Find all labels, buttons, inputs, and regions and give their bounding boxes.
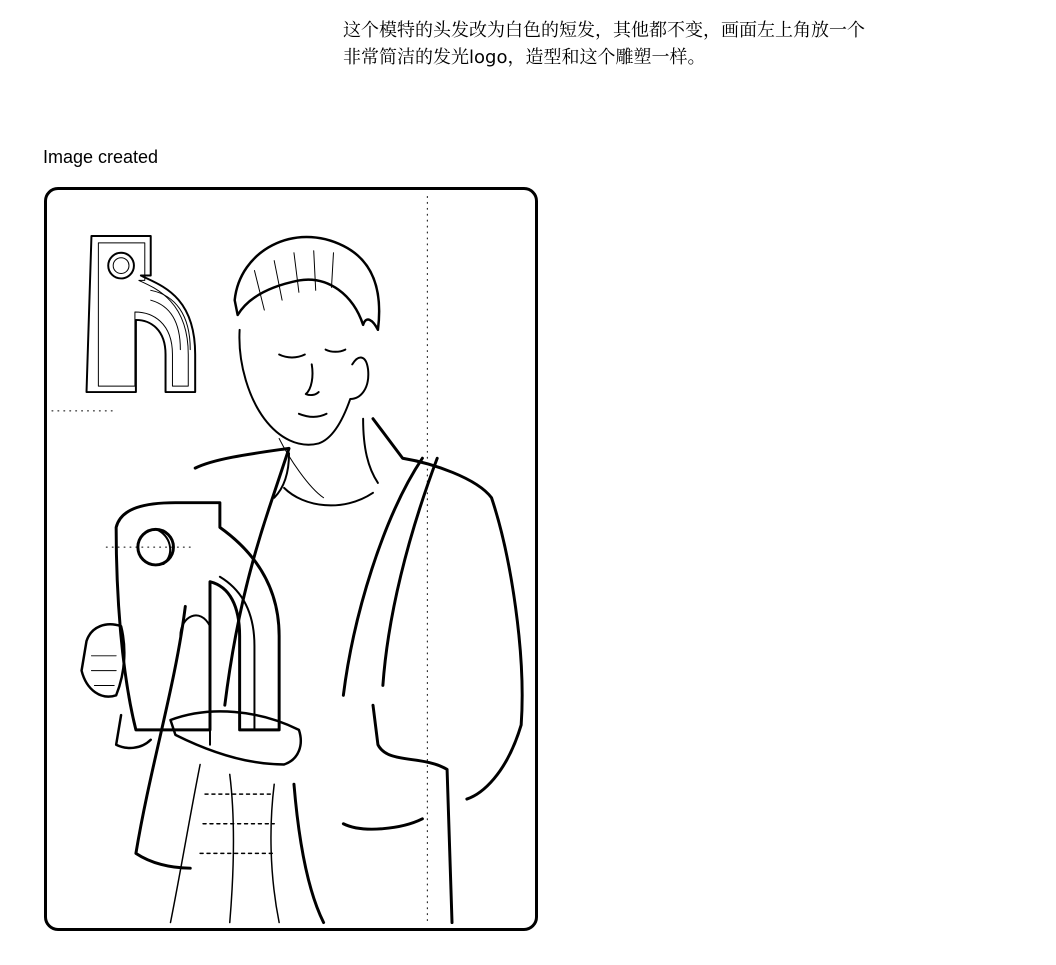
- user-prompt-line-1: 这个模特的头发改为白色的短发，其他都不变，画面左上角放一个: [343, 20, 865, 41]
- generated-image-sketch: [47, 190, 535, 928]
- user-prompt-line-2: 非常简洁的发光logo，造型和这个雕塑一样。: [343, 47, 706, 68]
- model-jacket: [136, 419, 522, 923]
- model-hands: [82, 624, 301, 764]
- model-hair: [235, 237, 379, 330]
- generated-image[interactable]: [44, 187, 538, 931]
- held-sculpture: [116, 503, 279, 745]
- model-neck: [274, 419, 378, 506]
- user-prompt-message: [343, 17, 943, 71]
- model-jeans: [170, 764, 279, 922]
- image-created-label: Image created: [43, 147, 159, 167]
- background-texture: [52, 196, 427, 922]
- model-face: [239, 330, 368, 498]
- glowing-logo: [87, 236, 196, 392]
